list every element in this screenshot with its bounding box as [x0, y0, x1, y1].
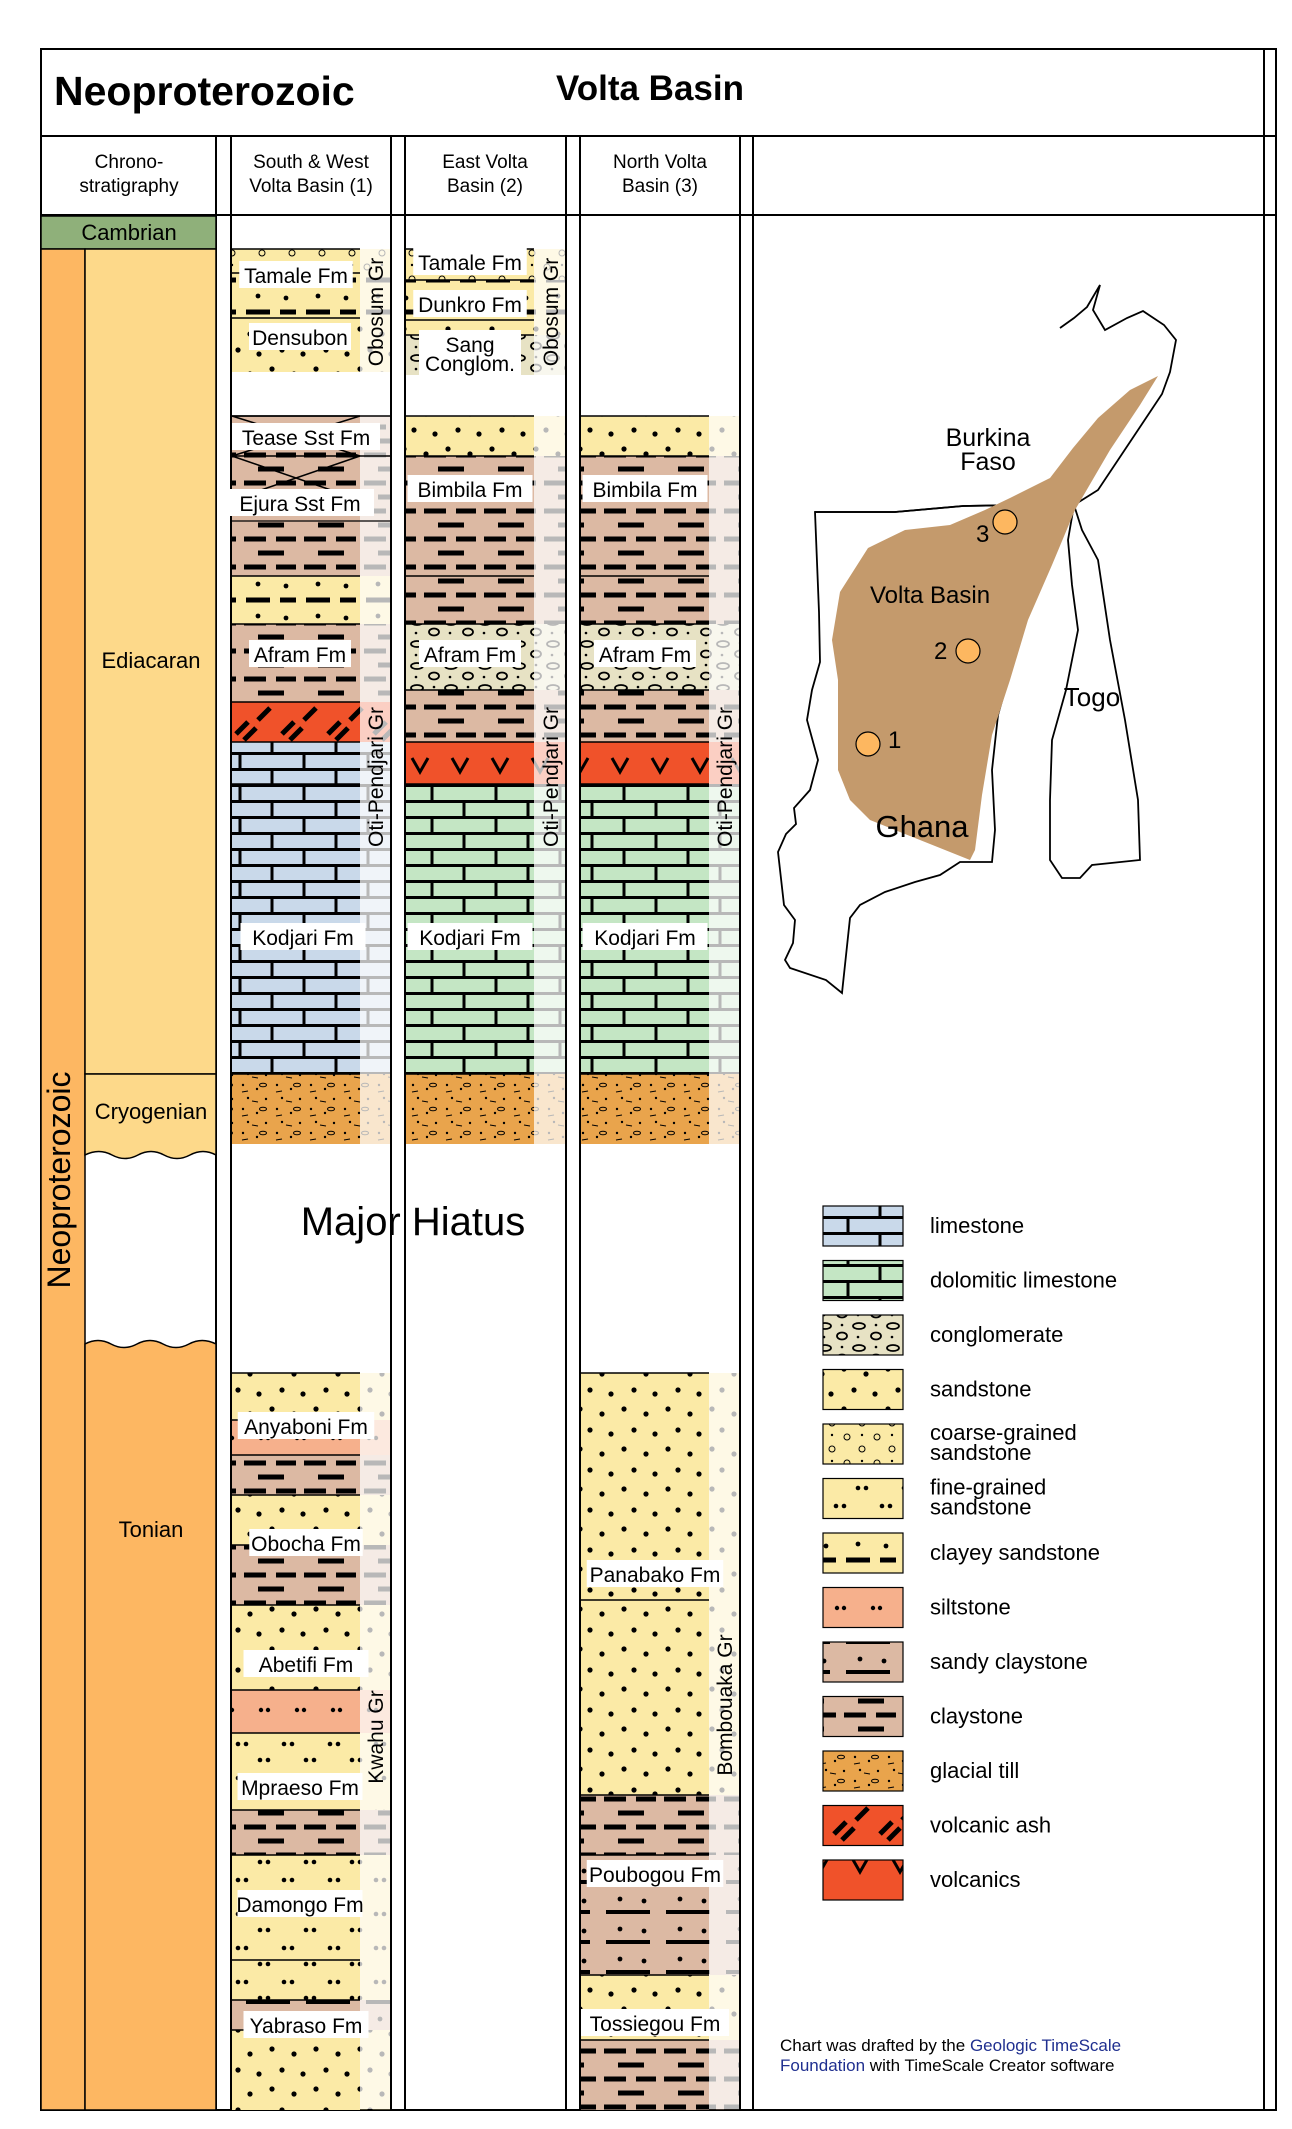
legend-swatch-claystone — [823, 1697, 903, 1737]
chrono-column — [41, 216, 216, 2110]
legend-swatch-volcanics — [823, 1860, 903, 1900]
layer-strip-c3-1 — [709, 416, 739, 456]
layer-c1-16 — [232, 1605, 360, 1690]
layer-c2-9 — [406, 690, 534, 742]
tonian-cell — [85, 1341, 216, 2111]
legend-label-siltstone: siltstone — [930, 1594, 1011, 1620]
layer-c1-17 — [232, 1690, 360, 1733]
neoproterozoic-label: Neoproterozoic — [41, 1071, 77, 1289]
layer-strip-c1-20 — [360, 1855, 390, 1960]
layer-strip-c1-10 — [360, 1074, 390, 1144]
formation-c2-6: Kodjari Fm — [419, 927, 521, 950]
basin-title: Volta Basin — [555, 69, 745, 108]
layer-c1-7 — [232, 702, 360, 742]
layer-c3-5 — [581, 690, 709, 742]
layer-strip-c1-15 — [360, 1545, 390, 1605]
credit-text-1: Chart was drafted by the — [780, 2036, 970, 2055]
ghana-label: Ghana — [875, 809, 969, 844]
layer-strip-c1-19 — [360, 1810, 390, 1855]
cambrian-label: Cambrian — [81, 220, 177, 245]
ediacaran-label: Ediacaran — [101, 648, 201, 673]
formation-c1-11: Damongo Fm — [236, 1894, 364, 1917]
layer-strip-c2-6 — [534, 456, 565, 576]
layer-strip-c3-3 — [709, 576, 739, 624]
formation-c1-12: Yabraso Fm — [249, 2015, 363, 2038]
group-c3-bombouaka: Bombouaka Gr — [714, 1634, 737, 1776]
layer-strip-c1-16 — [360, 1605, 390, 1690]
formation-c1-1: Tamale Fm — [244, 265, 348, 288]
site-2-marker — [956, 639, 980, 663]
legend-swatch-fine — [823, 1479, 903, 1519]
formation-c1-9: Abetifi Fm — [258, 1654, 354, 1677]
layer-c1-8 — [232, 742, 360, 784]
layer-c2-12 — [406, 1074, 534, 1144]
legend — [823, 1206, 1117, 1900]
volta-basin-label: Volta Basin — [869, 582, 991, 609]
layer-c1-10 — [232, 1074, 360, 1144]
credit — [780, 2036, 1121, 2075]
layer-c3-10 — [581, 1600, 709, 1795]
legend-label-clayeysand: clayey sandstone — [930, 1540, 1100, 1565]
layer-strip-c2-7 — [534, 576, 565, 624]
credit-link-2[interactable]: Foundation — [780, 2056, 866, 2075]
credit-link-1[interactable]: Geologic TimeScale — [969, 2036, 1122, 2055]
layer-strip-c1-14 — [360, 1495, 390, 1545]
legend-label-coarse: coarse-grained sandstone — [930, 1420, 1077, 1465]
legend-label-sandstone: sandstone — [930, 1376, 1032, 1402]
layer-strip-c3-14 — [709, 2040, 739, 2110]
formation-c3-6: Tossiegou Fm — [589, 2013, 721, 2036]
site-1-label: 1 — [888, 727, 902, 754]
formation-c3-5: Poubogou Fm — [589, 1864, 721, 1887]
layer-c3-14 — [581, 2040, 709, 2110]
legend-swatch-sandstone — [823, 1370, 903, 1410]
credit-line-1 — [780, 2036, 1121, 2055]
layer-strip-c2-8 — [534, 624, 565, 690]
layer-strip-c1-13 — [360, 1455, 390, 1495]
tonian-label: Tonian — [118, 1517, 184, 1542]
layer-strip-c1-6 — [360, 624, 390, 702]
site-3-marker — [993, 510, 1017, 534]
layer-c3-3 — [581, 576, 709, 624]
formation-c1-2: Densubon — [252, 327, 348, 350]
formation-c3-1: Bimbila Fm — [592, 479, 698, 502]
formation-c1-7: Anyaboni Fm — [244, 1416, 368, 1439]
layer-strip-c1-21 — [360, 1960, 390, 2000]
legend-label-volcanics: volcanics — [930, 1867, 1021, 1892]
layer-c2-5 — [406, 416, 534, 456]
layer-strip-c3-11 — [709, 1795, 739, 1855]
legend-swatch-sandyclay — [823, 1642, 903, 1682]
site-3-label: 3 — [976, 521, 990, 548]
burkina-label: Burkina Faso — [945, 424, 1031, 476]
legend-label-fine: fine-grained sandstone — [930, 1474, 1047, 1520]
col1-header: South & West Volta Basin (1) — [249, 152, 373, 197]
legend-label-limestone: limestone — [930, 1213, 1025, 1238]
hiatus-label: Major Hiatus — [300, 1200, 526, 1244]
group-c1-obosum: Obosum Gr — [365, 257, 388, 367]
legend-swatch-ash — [823, 1806, 903, 1846]
layer-strip-c1-23 — [360, 2030, 390, 2110]
formation-c2-2: Dunkro Fm — [418, 294, 522, 317]
group-c1-oti: Oti-Pendjari Gr — [365, 706, 388, 848]
formation-c2-1: Tamale Fm — [418, 252, 522, 275]
col2-header: East Volta Basin (2) — [442, 152, 528, 197]
layer-c2-6 — [406, 456, 534, 576]
legend-label-till: glacial till — [930, 1758, 1020, 1783]
location-map — [778, 285, 1176, 993]
legend-swatch-dolomite — [823, 1261, 903, 1301]
legend-swatch-siltstone — [823, 1588, 903, 1628]
formation-c1-5: Afram Fm — [253, 644, 347, 667]
group-c3-oti: Oti-Pendjari Gr — [714, 706, 737, 848]
layer-strip-c2-5 — [534, 416, 565, 456]
era-title: Neoproterozoic — [54, 68, 355, 114]
layer-c1-5 — [232, 576, 360, 624]
site-1-marker — [856, 732, 880, 756]
column-headers — [79, 152, 707, 197]
formation-c1-4: Ejura Sst Fm — [239, 493, 361, 516]
legend-swatch-conglom — [823, 1315, 903, 1355]
legend-label-dolomite: dolomitic limestone — [930, 1267, 1118, 1293]
layer-c3-11 — [581, 1795, 709, 1855]
layer-c2-10 — [406, 742, 534, 784]
layer-strip-c1-5 — [360, 576, 390, 624]
layer-c3-2 — [581, 456, 709, 576]
layer-strip-c3-2 — [709, 456, 739, 576]
formation-c3-4: Panabako Fm — [589, 1564, 721, 1587]
formation-c2-4: Bimbila Fm — [417, 479, 523, 502]
group-c2-obosum: Obosum Gr — [540, 257, 563, 367]
strata-layers — [232, 249, 739, 2110]
formation-c1-8: Obocha Fm — [251, 1533, 361, 1556]
formation-c1-6: Kodjari Fm — [252, 927, 354, 950]
credit-text-2: with TimeScale Creator software — [865, 2056, 1115, 2075]
layer-strip-c3-4 — [709, 624, 739, 690]
chrono-header: Chrono-stratigraphy — [79, 152, 179, 197]
legend-swatch-coarse — [823, 1424, 903, 1464]
layer-c1-13 — [232, 1455, 360, 1495]
layer-c1-19 — [232, 1810, 360, 1855]
site-2-label: 2 — [934, 638, 948, 665]
legend-label-sandyclay: sandy claystone — [930, 1649, 1088, 1674]
legend-swatch-clayeysand — [823, 1533, 903, 1573]
formation-c2-5: Afram Fm — [423, 644, 517, 667]
legend-label-ash: volcanic ash — [930, 1812, 1052, 1838]
credit-line-2 — [780, 2056, 1115, 2075]
layer-c3-1 — [581, 416, 709, 456]
cryogenian-label: Cryogenian — [94, 1099, 208, 1124]
layer-strip-c3-8 — [709, 1074, 739, 1144]
layer-strip-c2-12 — [534, 1074, 565, 1144]
formation-c3-2: Afram Fm — [598, 644, 692, 667]
group-c2-oti: Oti-Pendjari Gr — [540, 706, 563, 848]
layer-c3-8 — [581, 1074, 709, 1144]
togo-label: Togo — [1063, 682, 1121, 712]
layer-c1-23 — [232, 2030, 360, 2110]
formation-c1-3: Tease Sst Fm — [241, 427, 371, 450]
layer-c2-7 — [406, 576, 534, 624]
formation-c3-3: Kodjari Fm — [594, 927, 696, 950]
group-c1-kwahu: Kwahu Gr — [365, 1690, 388, 1784]
layer-c3-6 — [581, 742, 709, 784]
formation-c1-10: Mpraeso Fm — [241, 1777, 359, 1800]
legend-label-conglom: conglomerate — [930, 1322, 1064, 1347]
legend-swatch-till — [823, 1751, 903, 1791]
legend-swatch-limestone — [823, 1206, 903, 1246]
col3-header: North Volta Basin (3) — [613, 152, 707, 197]
formation-c2-3: Sang Conglom. — [425, 334, 515, 376]
layer-c1-21 — [232, 1960, 360, 2000]
legend-label-claystone: claystone — [930, 1703, 1023, 1729]
